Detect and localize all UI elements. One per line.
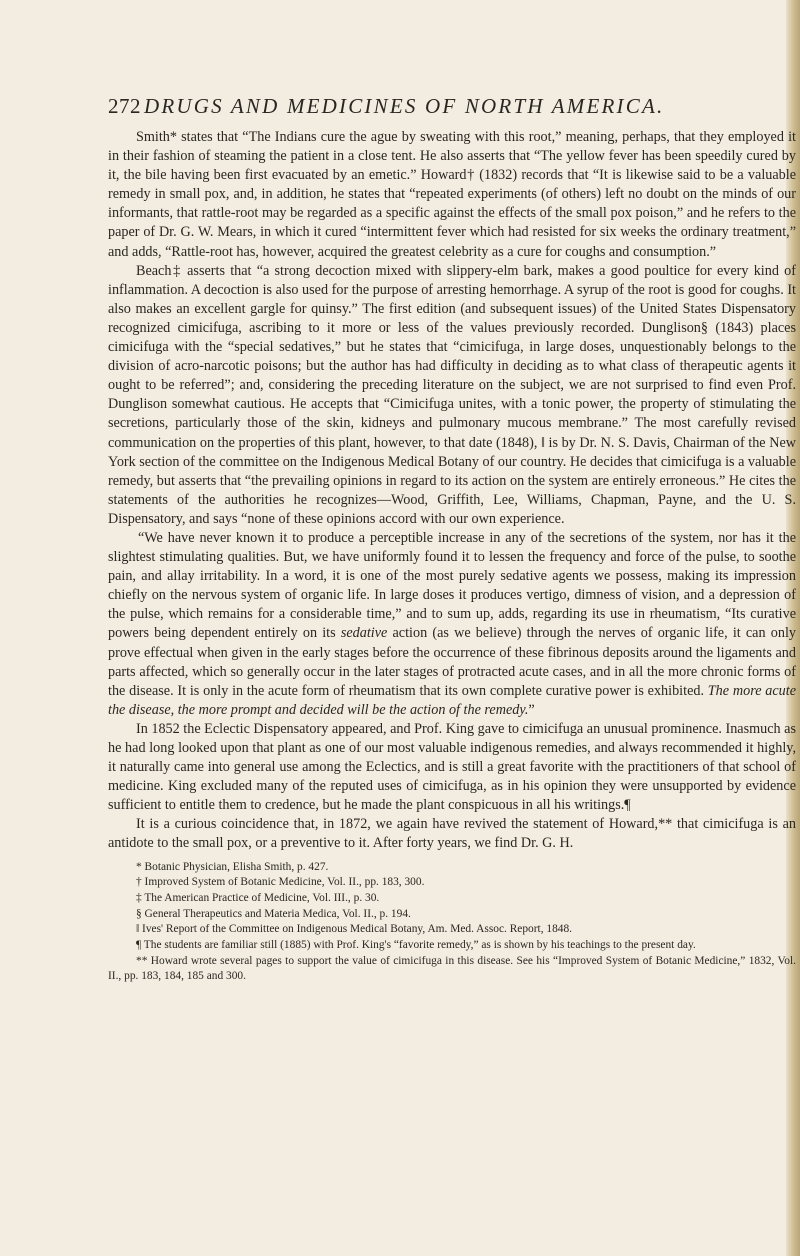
- footnote: § General Therapeutics and Materia Medica, Vol. II., p. 194.: [136, 907, 411, 920]
- body-text: [108, 128, 796, 854]
- running-head: DRUGS AND MEDICINES OF NORTH AMERICA.: [144, 94, 665, 118]
- paragraph-smith-howard: Smith* states that “The Indians cure the ague by sweating with this root,” meaning, perhaps, that they employed it in their fashion of steaming the patient in a close tent. He also asserts that “The yellow fever has been speedily cured by it, the bile having been first evacuated by an emetic.” Howard† (1832) records that “It is likewise said to be a valuable remedy in small pox, and, in addition, he states that “repeated experiments (of others) left no doubt on the minds of our informants, that rattle-root may be regarded as a specific against the effects of the small pox poison,” and he refers to the paper of Dr. G. W. Mears, in which it cured “intermittent fever which had resisted for six weeks the ordinary treatment,” and adds, “Rattle-root has, however, acquired the greatest celebrity as a cure for coughs and consumption.”: [108, 129, 796, 260]
- quote-end: ”: [528, 701, 535, 718]
- paragraph-davis-quote: [108, 529, 796, 720]
- book-page: [108, 94, 796, 985]
- quote-text: “We have never known it to produce a perceptible increase in any of the secretions of the system, nor has it the slightest stimulating qualities. But, we have uniformly found it to lessen the frequency and force of the pulse, to soothe pain, and allay irritability. In a word, it is one of the most purely sedative agents we possess, making its impression chiefly on the nervous system of organic life. In large doses it produces vertigo, dimness of vision, and a depression of the pulse, which remains for a considerable time,” and to sum up, adds, regarding its use in rheumatism, “Its curative powers being dependent entirely on its: [108, 529, 796, 642]
- footnote: ** Howard wrote several pages to support the value of cimicifuga in this disease. See his “Improved System of Botanic Medicine,” 1832, Vol. II., pp. 183, 184, 185 and 300.: [108, 954, 796, 983]
- footnotes: [108, 860, 796, 986]
- footnote: † Improved System of Botanic Medicine, Vol. II., pp. 183, 300.: [136, 876, 425, 889]
- page-number: 272: [108, 94, 141, 118]
- paragraph-eclectic-dispensatory: In 1852 the Eclectic Dispensatory appeared, and Prof. King gave to cimicifuga an unusual prominence. Inasmuch as he had long looked upon that plant as one of our most valuable indigenous remedies, and always recommended it highly, it naturally came into general use among the Eclectics, and is still a great favorite with the practitioners of that school of medicine. King excluded many of the reputed uses of cimicifuga, as in his opinion they were unsupported by evidence sufficient to entitle them to credence, but he made the plant conspicuous in all his writings.¶: [108, 720, 796, 814]
- paragraph-beach-dunglison: Beach‡ asserts that “a strong decoction mixed with slippery-elm bark, makes a good poultice for every kind of inflammation. A decoction is also used for the purpose of arresting hemorrhage. A syrup of the root is good for coughs. It also makes an excellent gargle for quinsy.” The first edition (and subsequent issues) of the United States Dispensatory recognized cimicifuga, ascribing to it more or less of the values previously recorded. Dunglison§ (1843) places cimicifuga with the “special sedatives,” but he states that “cimicifuga, in large doses, unquestionably belongs to the division of acro-narcotic poisons; but the author has had difficulty in deciding as to what class of therapeutic agents it ought to be referred”; and, considering the preceding literature on the subject, we are not surprised to find even Prof. Dunglison somewhat cautious. He accepts that “Cimicifuga unites, with a tonic power, the property of stimulating the secretions, particularly those of the skin, kidneys and pulmonary mucous membrane.” The most carefully revised communication on the properties of this plant, however, to that date (1848), ‖ is by Dr. N. S. Davis, Chairman of the New York section of the committee on the Indigenous Medical Botany of our country. He decides that cimicifuga is a valuable remedy, but asserts that “the prevailing opinions in regard to its action on the system are entirely erroneous.” He cites the statements of the authorities he recognizes—Wood, Griffith, Lee, Williams, Chapman, Payne, and the U. S. Dispensatory, and says “none of these opinions accord with our own experience.: [108, 262, 796, 527]
- quote-emphasis-acute: The more acute the disease, the more prompt and decided will be the action of the remedy.: [108, 682, 796, 718]
- footnote: ‖ Ives' Report of the Committee on Indigenous Medical Botany, Am. Med. Assoc. Report, 1848.: [136, 923, 573, 936]
- paragraph-curious-coincidence: It is a curious coincidence that, in 1872, we again have revived the statement of Howard,** that cimicifuga is an antidote to the small pox, or a preventive to it. After forty years, we find Dr. G. H.: [108, 816, 796, 852]
- page-header: [108, 94, 796, 124]
- footnote: * Botanic Physician, Elisha Smith, p. 427.: [136, 860, 329, 873]
- quote-middle: action (as we believe) through the nerves of organic life, it can only prove effectual when given in the early stages before the occurrence of these fibrinous deposits around the ligaments and parts affected, which so generally occur in the later stages of protracted acute cases, and in all the more chronic forms of the disease. It is only in the acute form of rheumatism that its own complete curative power is exhibited.: [108, 625, 796, 699]
- footnote: ¶ The students are familiar still (1885) with Prof. King's “favorite remedy,” as is shown by his teachings to the present day.: [136, 939, 696, 952]
- quote-emphasis-sedative: sedative: [340, 625, 388, 642]
- footnote: ‡ The American Practice of Medicine, Vol. III., p. 30.: [136, 891, 380, 904]
